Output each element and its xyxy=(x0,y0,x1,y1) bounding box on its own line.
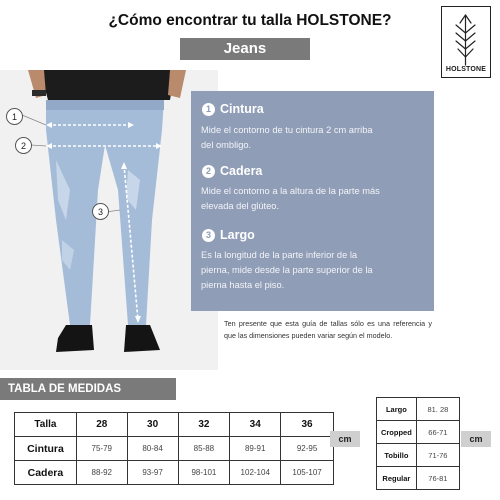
table-row xyxy=(377,421,460,444)
row-label: Largo xyxy=(377,398,417,421)
section-number-badge: 3 xyxy=(202,229,215,242)
subtitle-bar: Jeans xyxy=(180,38,310,60)
size-table-title: TABLA DE MEDIDAS xyxy=(0,378,176,400)
section-largo xyxy=(202,228,255,242)
description-line: pierna, mide desde la parte superior de la xyxy=(201,265,373,275)
section-description xyxy=(201,123,373,153)
description-line: pierna hasta el piso. xyxy=(201,280,285,290)
value-cell: 80-84 xyxy=(127,437,178,461)
marker-2: 2 xyxy=(15,137,32,154)
description-line: Mide el contorno de tu cintura 2 cm arriba xyxy=(201,125,373,135)
table-row xyxy=(15,437,334,461)
section-description xyxy=(201,248,423,293)
value-cell: 98-101 xyxy=(178,461,230,485)
size-cell: 32 xyxy=(178,413,230,437)
size-unit-badge: cm xyxy=(330,431,360,447)
section-title: Cadera xyxy=(220,164,263,178)
size-cell: 28 xyxy=(76,413,127,437)
measurement-guide-panel xyxy=(191,91,434,311)
value-cell: 66-71 xyxy=(416,421,459,444)
size-cell: 36 xyxy=(281,413,334,437)
table-row xyxy=(377,398,460,421)
holstone-logo xyxy=(441,6,491,78)
value-cell: 81. 28 xyxy=(416,398,459,421)
value-cell: 89-91 xyxy=(230,437,281,461)
value-cell: 76-81 xyxy=(416,467,459,490)
section-number-badge: 2 xyxy=(202,165,215,178)
row-label: Cadera xyxy=(15,461,77,485)
value-cell: 102-104 xyxy=(230,461,281,485)
marker-3: 3 xyxy=(92,203,109,220)
section-description xyxy=(201,184,380,214)
arrow-logo-icon xyxy=(442,11,489,67)
size-table xyxy=(14,412,334,485)
value-cell: 85-88 xyxy=(178,437,230,461)
description-line: del ombligo. xyxy=(201,140,252,150)
description-line: elevada del glúteo. xyxy=(201,201,280,211)
section-cintura xyxy=(202,102,264,116)
description-line: Es la longitud de la parte inferior de la xyxy=(201,250,358,260)
value-cell: 93-97 xyxy=(127,461,178,485)
section-number-badge: 1 xyxy=(202,103,215,116)
table-row xyxy=(377,444,460,467)
value-cell: 71-76 xyxy=(416,444,459,467)
header-cell: Talla xyxy=(15,413,77,437)
table-row xyxy=(15,461,334,485)
logo-wordmark: HOLSTONE xyxy=(445,66,487,73)
disclaimer-note: Ten presente que esta guía de tallas sólo es una referencia y que las dimensiones pueden variar según el modelo. xyxy=(224,319,432,340)
marker-1: 1 xyxy=(6,108,23,125)
row-label: Cintura xyxy=(15,437,77,461)
section-cadera xyxy=(202,164,262,178)
value-cell: 105-107 xyxy=(281,461,334,485)
row-label: Tobillo xyxy=(377,444,417,467)
size-cell: 30 xyxy=(127,413,178,437)
jeans-illustration xyxy=(0,70,218,370)
section-title: Cintura xyxy=(220,102,264,116)
value-cell: 88-92 xyxy=(76,461,127,485)
fit-table xyxy=(376,397,460,490)
row-label: Regular xyxy=(377,467,417,490)
page-title: ¿Cómo encontrar tu talla HOLSTONE? xyxy=(108,12,392,29)
table-row xyxy=(15,413,334,437)
description-line: Mide el contorno a la altura de la parte más xyxy=(201,186,380,196)
value-cell: 75-79 xyxy=(76,437,127,461)
fit-unit-badge: cm xyxy=(461,431,491,447)
size-cell: 34 xyxy=(230,413,281,437)
table-row xyxy=(377,467,460,490)
value-cell: 92-95 xyxy=(281,437,334,461)
section-title: Largo xyxy=(220,228,255,242)
model-photo xyxy=(0,70,218,370)
row-label: Cropped xyxy=(377,421,417,444)
